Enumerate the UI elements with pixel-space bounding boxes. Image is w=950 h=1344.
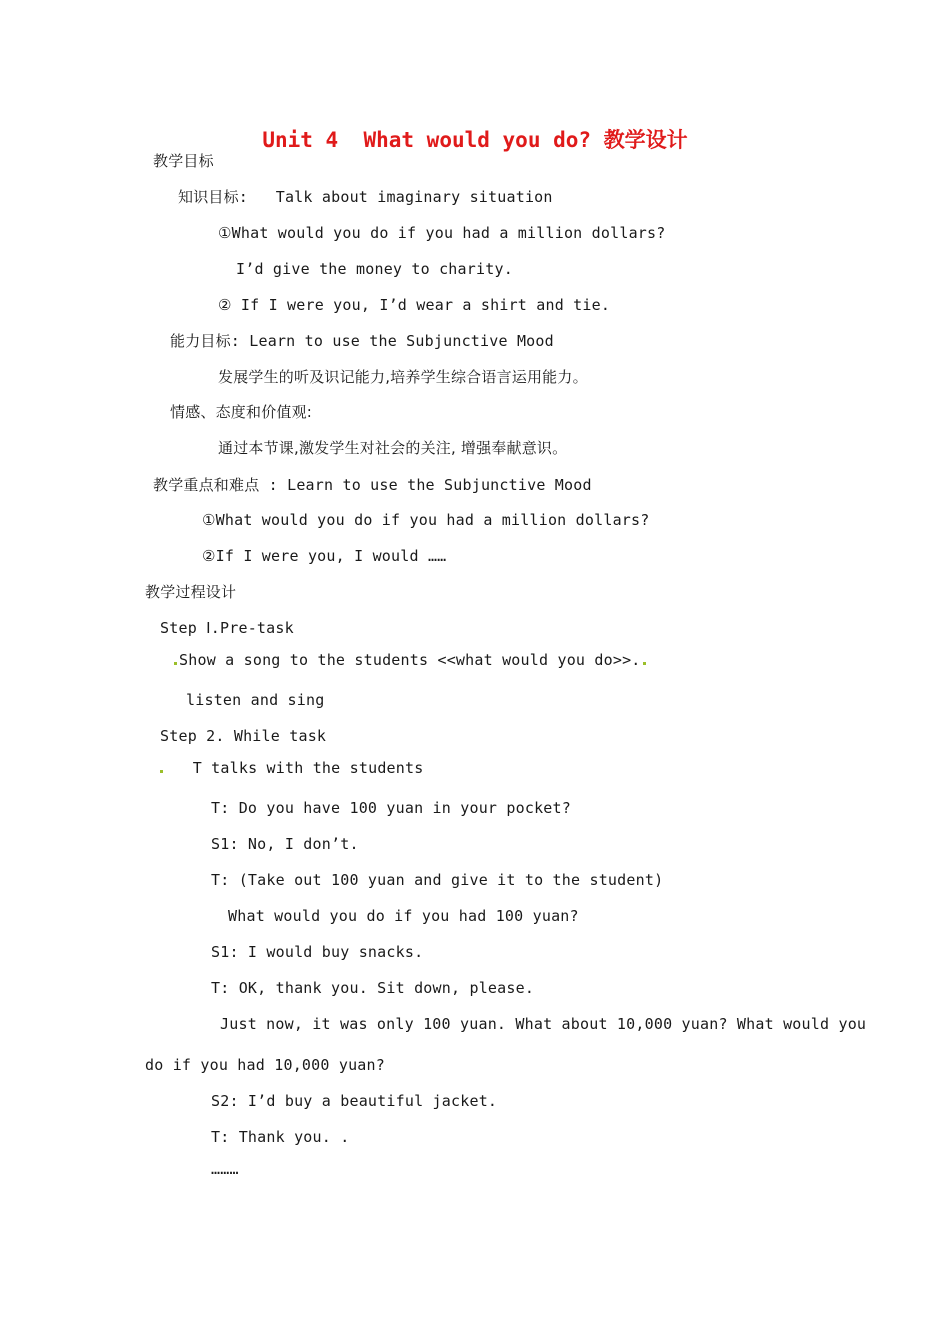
dialogue-line: T: (Take out 100 yuan and give it to the student) (211, 871, 664, 889)
dialogue-line-continued: do if you had 10,000 yuan? (145, 1056, 385, 1074)
example-answer-1: I’d give the money to charity. (236, 260, 513, 278)
dialogue-line: S1: No, I don’t. (211, 835, 359, 853)
document-title: Unit 4 What would you do? 教学设计 (262, 128, 688, 152)
bullet-mark (174, 662, 177, 665)
process-design-heading: 教学过程设计 (145, 583, 237, 601)
dialogue-line: T: Thank you. . (211, 1128, 350, 1146)
step-2-heading: Step 2. While task (160, 727, 327, 745)
dialogue-line: Just now, it was only 100 yuan. What about 10,000 yuan? What would you (220, 1015, 867, 1033)
bullet-mark (643, 662, 646, 665)
step-2-activity-text: T talks with the students (192, 759, 424, 777)
key-point-2: ②If I were you, I would …… (202, 547, 447, 565)
dialogue-line: S2: I’d buy a beautiful jacket. (211, 1092, 498, 1110)
emotion-goal-heading: 情感、态度和价值观: (170, 403, 313, 421)
step-1-subactivity: listen and sing (186, 691, 325, 709)
bullet-mark (160, 770, 163, 773)
step-1-activity-text: Show a song to the students <<what would you do>>. (179, 651, 641, 669)
ability-goal-detail: 发展学生的听及识记能力,培养学生综合语言运用能力。 (218, 368, 588, 386)
emotion-goal-detail: 通过本节课,激发学生对社会的关注, 增强奉献意识。 (218, 439, 568, 457)
ellipsis-line: ……… (211, 1160, 239, 1178)
key-point-1: ①What would you do if you had a million dollars? (202, 511, 650, 529)
dialogue-line: T: Do you have 100 yuan in your pocket? (211, 799, 571, 817)
step-1-activity (172, 650, 648, 670)
example-sentence-1: ①What would you do if you had a million dollars? (218, 224, 666, 242)
knowledge-goal-line: 知识目标: Talk about imaginary situation (178, 188, 553, 206)
dialogue-line: T: OK, thank you. Sit down, please. (211, 979, 535, 997)
ability-goal-line: 能力目标: Learn to use the Subjunctive Mood (170, 332, 554, 350)
dialogue-line: S1: I would buy snacks. (211, 943, 424, 961)
dialogue-line: What would you do if you had 100 yuan? (228, 907, 579, 925)
example-sentence-2: ② If I were you, I’d wear a shirt and tie. (218, 296, 611, 314)
step-1-heading: Step Ⅰ.Pre-task (160, 619, 294, 637)
step-2-activity (158, 758, 423, 778)
section-heading-teaching-goals: 教学目标 (153, 152, 214, 170)
key-points-heading: 教学重点和难点 : Learn to use the Subjunctive Mood (153, 476, 592, 494)
